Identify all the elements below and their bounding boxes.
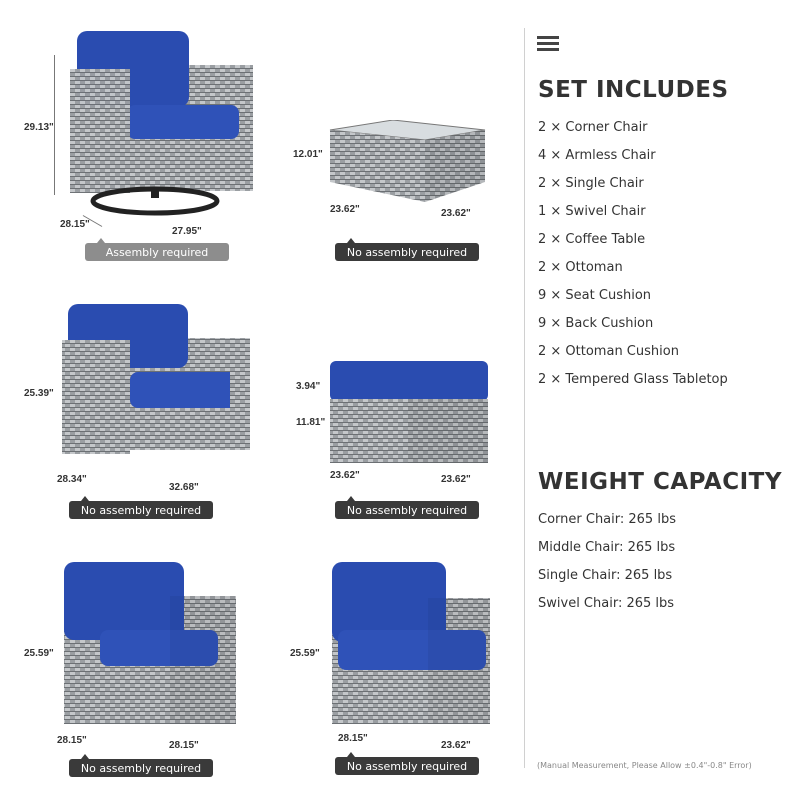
height-dim-line (54, 55, 55, 195)
chair-height-label: 25.39" (24, 388, 54, 399)
no-assembly-badge (69, 501, 213, 519)
table-width-label: 23.62" (441, 208, 471, 219)
weight-capacity-title: WEIGHT CAPACITY (538, 469, 782, 495)
ottoman-cushion-label: 3.94" (296, 381, 321, 392)
coffee-table-image (325, 120, 495, 215)
ottoman-width-label: 23.62" (441, 474, 471, 485)
chair-width-label: 32.68" (169, 482, 199, 493)
list-item: 1 × Swivel Chair (538, 204, 646, 219)
swivel-depth-label: 28.15" (60, 219, 90, 230)
vertical-divider (524, 28, 525, 768)
list-item: 2 × Corner Chair (538, 120, 648, 135)
assembly-badge-text: Assembly required (105, 245, 209, 259)
no-assembly-badge-text: No assembly required (346, 759, 468, 773)
no-assembly-badge-text: No assembly required (80, 761, 202, 775)
no-assembly-badge-text: No assembly required (80, 503, 202, 517)
swivel-width-label: 27.95" (172, 226, 202, 237)
no-assembly-badge-text: No assembly required (346, 245, 468, 259)
list-item: 2 × Ottoman (538, 260, 623, 275)
list-item: 2 × Tempered Glass Tabletop (538, 372, 728, 387)
list-item: 9 × Seat Cushion (538, 288, 652, 303)
corner-chair-image (60, 560, 240, 730)
assembly-badge (85, 243, 229, 261)
list-item: 4 × Armless Chair (538, 148, 656, 163)
measurement-note: (Manual Measurement, Please Allow ±0.4"-0.8" Error) (537, 761, 752, 770)
weight-capacity-list (538, 506, 676, 618)
set-includes-list (538, 114, 728, 394)
list-item: Swivel Chair: 265 lbs (538, 596, 675, 611)
list-item: Corner Chair: 265 lbs (538, 512, 676, 527)
corner-width-label: 28.15" (169, 740, 199, 751)
no-assembly-badge (335, 243, 479, 261)
no-assembly-badge (335, 757, 479, 775)
swivel-height-label: 29.13" (24, 122, 54, 133)
no-assembly-badge-text: No assembly required (346, 503, 468, 517)
corner-height-label: 25.59" (24, 648, 54, 659)
swivel-chair-image (55, 25, 255, 220)
armless-depth-label: 28.15" (338, 733, 368, 744)
corner-depth-label: 28.15" (57, 735, 87, 746)
armless-height-label: 25.59" (290, 648, 320, 659)
ottoman-image (328, 355, 493, 470)
table-depth-label: 23.62" (330, 204, 360, 215)
list-item: 2 × Ottoman Cushion (538, 344, 679, 359)
ottoman-height-label: 11.81" (296, 417, 326, 428)
armless-width-label: 23.62" (441, 740, 471, 751)
list-item: 2 × Coffee Table (538, 232, 646, 247)
list-item: 2 × Single Chair (538, 176, 644, 191)
armless-chair-image (328, 560, 493, 730)
menu-icon (537, 36, 559, 50)
ottoman-depth-label: 23.62" (330, 470, 360, 481)
list-item: 9 × Back Cushion (538, 316, 654, 331)
list-item: Single Chair: 265 lbs (538, 568, 673, 583)
set-includes-title: SET INCLUDES (538, 77, 729, 103)
list-item: Middle Chair: 265 lbs (538, 540, 676, 555)
single-chair-image (60, 300, 255, 465)
no-assembly-badge (335, 501, 479, 519)
chair-depth-label: 28.34" (57, 474, 87, 485)
table-height-label: 12.01" (293, 149, 323, 160)
no-assembly-badge (69, 759, 213, 777)
